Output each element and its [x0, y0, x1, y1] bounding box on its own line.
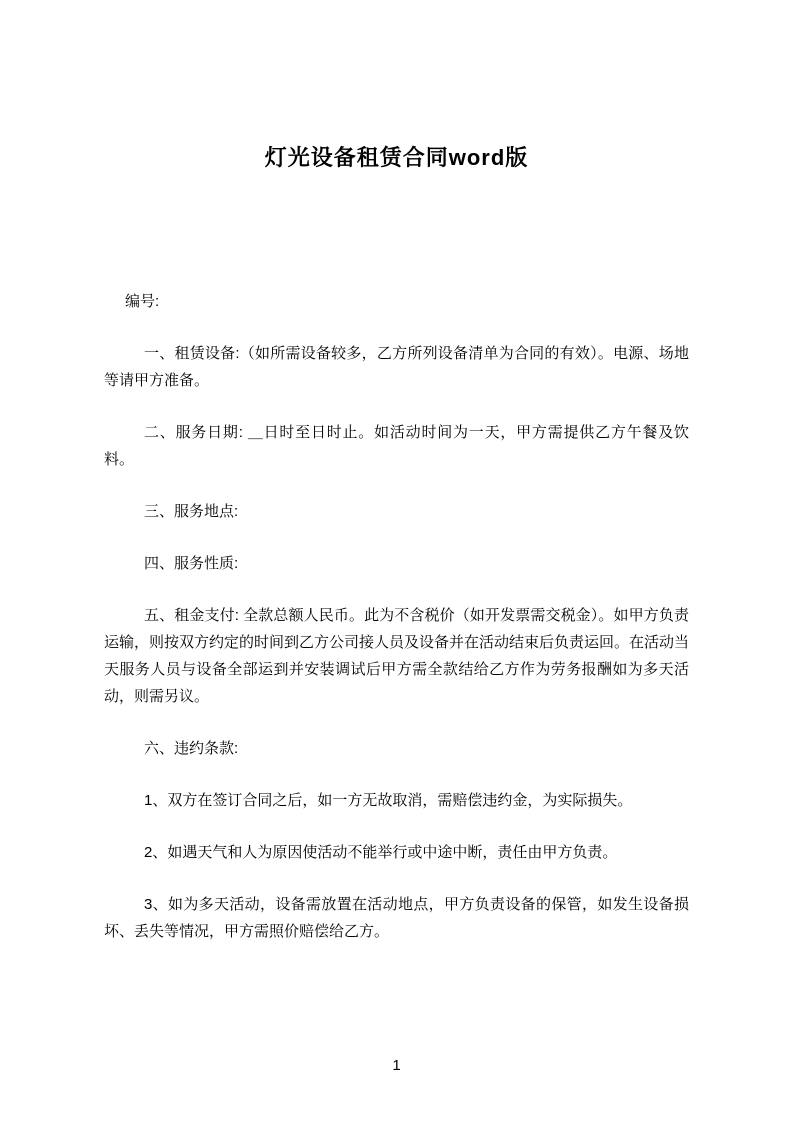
paragraph-clause-1: 一、租赁设备:（如所需设备较多，乙方所列设备清单为合同的有效）。电源、场地等请甲方准备。	[104, 345, 689, 389]
page-number: 1	[392, 1057, 401, 1074]
document-body	[104, 288, 689, 945]
paragraph-clause-2: 二、服务日期: ＿日时至日时止。如活动时间为一天，甲方需提供乙方午餐及饮料。	[104, 424, 689, 468]
paragraph-clause-4: 四、服务性质:	[144, 555, 239, 572]
paragraph-breach-2: 2、如遇天气和人为原因使活动不能举行或中途中断，责任由甲方负责。	[144, 844, 618, 861]
paragraph-clause-6: 六、违约条款:	[144, 740, 239, 757]
document-title: 灯光设备租赁合同word版	[264, 145, 529, 170]
paragraph-clause-5: 五、租金支付: 全款总额人民币。此为不含税价（如开发票需交税金）。如甲方负责运输，则按双方约定的时间到乙方公司接人员及设备并在活动结束后负责运回。在活动当天服务人员与设备全部运到并安装调试后甲方需全款结给乙方作为劳务报酬如为多天活动，则需另议。	[104, 607, 690, 705]
paragraph-clause-3: 三、服务地点:	[144, 503, 239, 520]
paragraph-breach-3: 3、如为多天活动，设备需放置在活动地点，甲方负责设备的保管，如发生设备损坏、丢失等情况，甲方需照价赔偿给乙方。	[104, 896, 689, 940]
paragraph-number-label: 编号:	[125, 293, 160, 310]
paragraph-breach-1: 1、双方在签订合同之后，如一方无故取消，需赔偿违约金，为实际损失。	[144, 792, 633, 809]
